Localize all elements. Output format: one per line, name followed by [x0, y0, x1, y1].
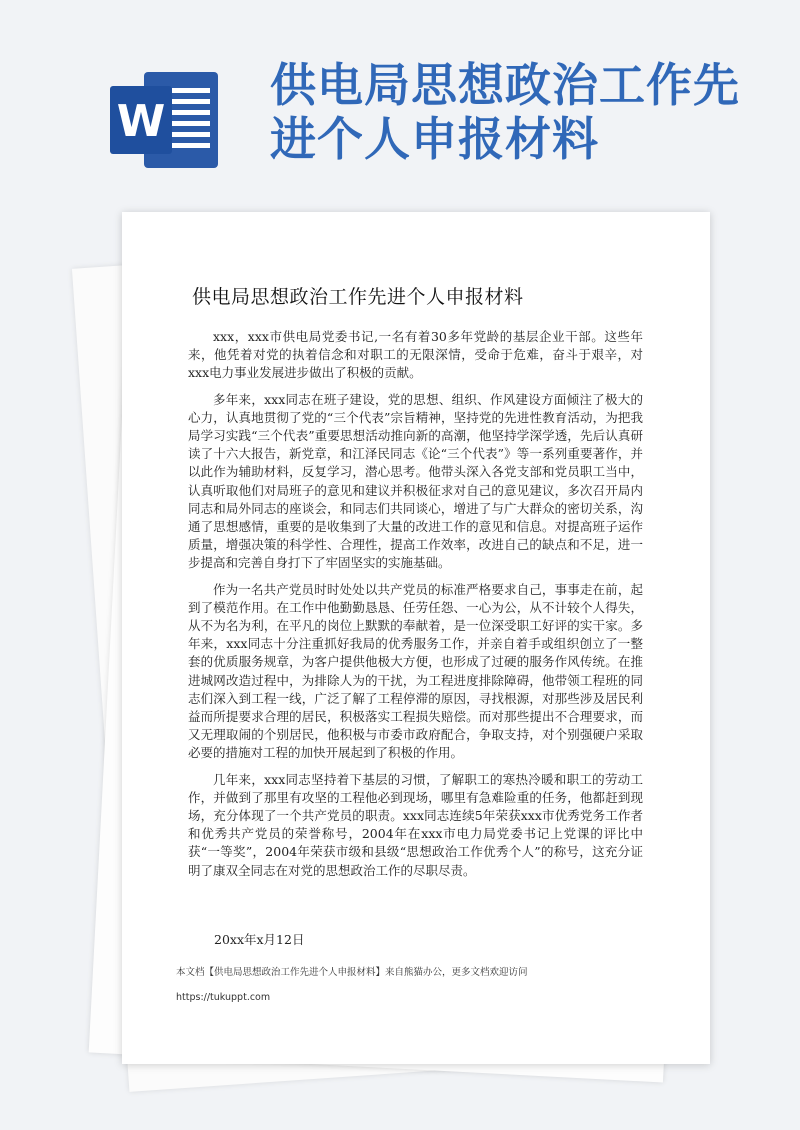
document-title: 供电局思想政治工作先进个人申报材料 [192, 286, 524, 308]
banner [0, 0, 800, 220]
paragraph: 多年来，xxx同志在班子建设，党的思想、组织、作风建设方面倾注了极大的心力，认真地贯彻了党的“三个代表”宗旨精神，坚持党的先进性教育活动，为把我局学习实践“三个代表”重要思想活动推向新的高潮，他坚持学深学透，先后认真研读了十六大报告，新党章，和江泽民同志《论“三个代表”》等一系列重要著作，并以此作为辅助材料，反复学习，潜心思考。他带头深入各党支部和党员职工当中，认真听取他们对局班子的意见和建议并积极征求对自己的意见建议，多次召开局内同志和局外同志的座谈会，和同志们共同谈心，增进了与广大群众的密切关系，沟通了思想感情，重要的是收集到了大量的改进工作的意见和信息。对提高班子运作质量，增强决策的科学性、合理性，提高工作效率，改进自己的缺点和不足，进一步提高和完善自身打下了牢固坚实的实施基础。 [188, 391, 643, 571]
document-body [188, 328, 643, 888]
paragraph: 作为一名共产党员时时处处以共产党员的标准严格要求自己，事事走在前，起到了模范作用。在工作中他勤勤恳恳、任劳任怨、一心为公，从不计较个人得失，从不为名为利，在平凡的岗位上默默的奉献着，是一位深受职工好评的实干家。多年来，xxx同志十分注重抓好我局的优秀服务工作，并亲自着手或组织创立了一整套的优质服务规章，为客户提供他极大方便，也形成了过硬的服务作风传统。在推进城网改造过程中，为排除人为的干扰，为工程进度排除障碍，他带领工程班的同志们深入到工程一线，广泛了解了工程停滞的原因，寻找根源，对那些涉及居民利益而所提要求合理的居民，积极落实工程损失赔偿。而对那些提出不合理要求，而又无理取闹的个别居民，他积极与市委市政府配合，争取支持，对个别强硬户采取必要的措施对工程的加快开展起到了积极的作用。 [188, 581, 643, 761]
document-footer-url[interactable]: https://tukuppt.com [176, 992, 271, 1003]
banner-title-line1: 供电局思想政治工作先 [270, 58, 740, 112]
word-icon-letter: W [116, 96, 166, 147]
document-footer-text: 本文档【供电局思想政治工作先进个人申报材料】来自熊猫办公，更多文档欢迎访问 [176, 967, 528, 978]
document-page [122, 212, 710, 1064]
banner-title-line2: 进个人申报材料 [270, 112, 599, 166]
paragraph: 几年来，xxx同志坚持着下基层的习惯，了解职工的寒热冷暖和职工的劳动工作，并做到了那里有攻坚的工程他必到现场，哪里有急难险重的任务，他都赶到现场，充分体现了一个共产党员的职责。xxx同志连续5年荣获xxx市优秀党务工作者和优秀共产党员的荣誉称号，2004年在xxx市电力局党委书记上党课的评比中获“一等奖”，2004年荣获市级和县级“思想政治工作优秀个人”的称号，这充分证明了康双全同志在对党的思想政治工作的尽职尽责。 [188, 771, 643, 878]
paragraph: xxx，xxx市供电局党委书记,一名有着30多年党龄的基层企业干部。这些年来，他凭着对党的执着信念和对职工的无限深情，受命于危难，奋斗于艰辛，对xxx电力事业发展进步做出了积极的贡献。 [188, 329, 643, 381]
document-date: 20xx年x月12日 [214, 932, 305, 947]
banner-title [270, 58, 770, 166]
word-document-icon [110, 68, 222, 172]
